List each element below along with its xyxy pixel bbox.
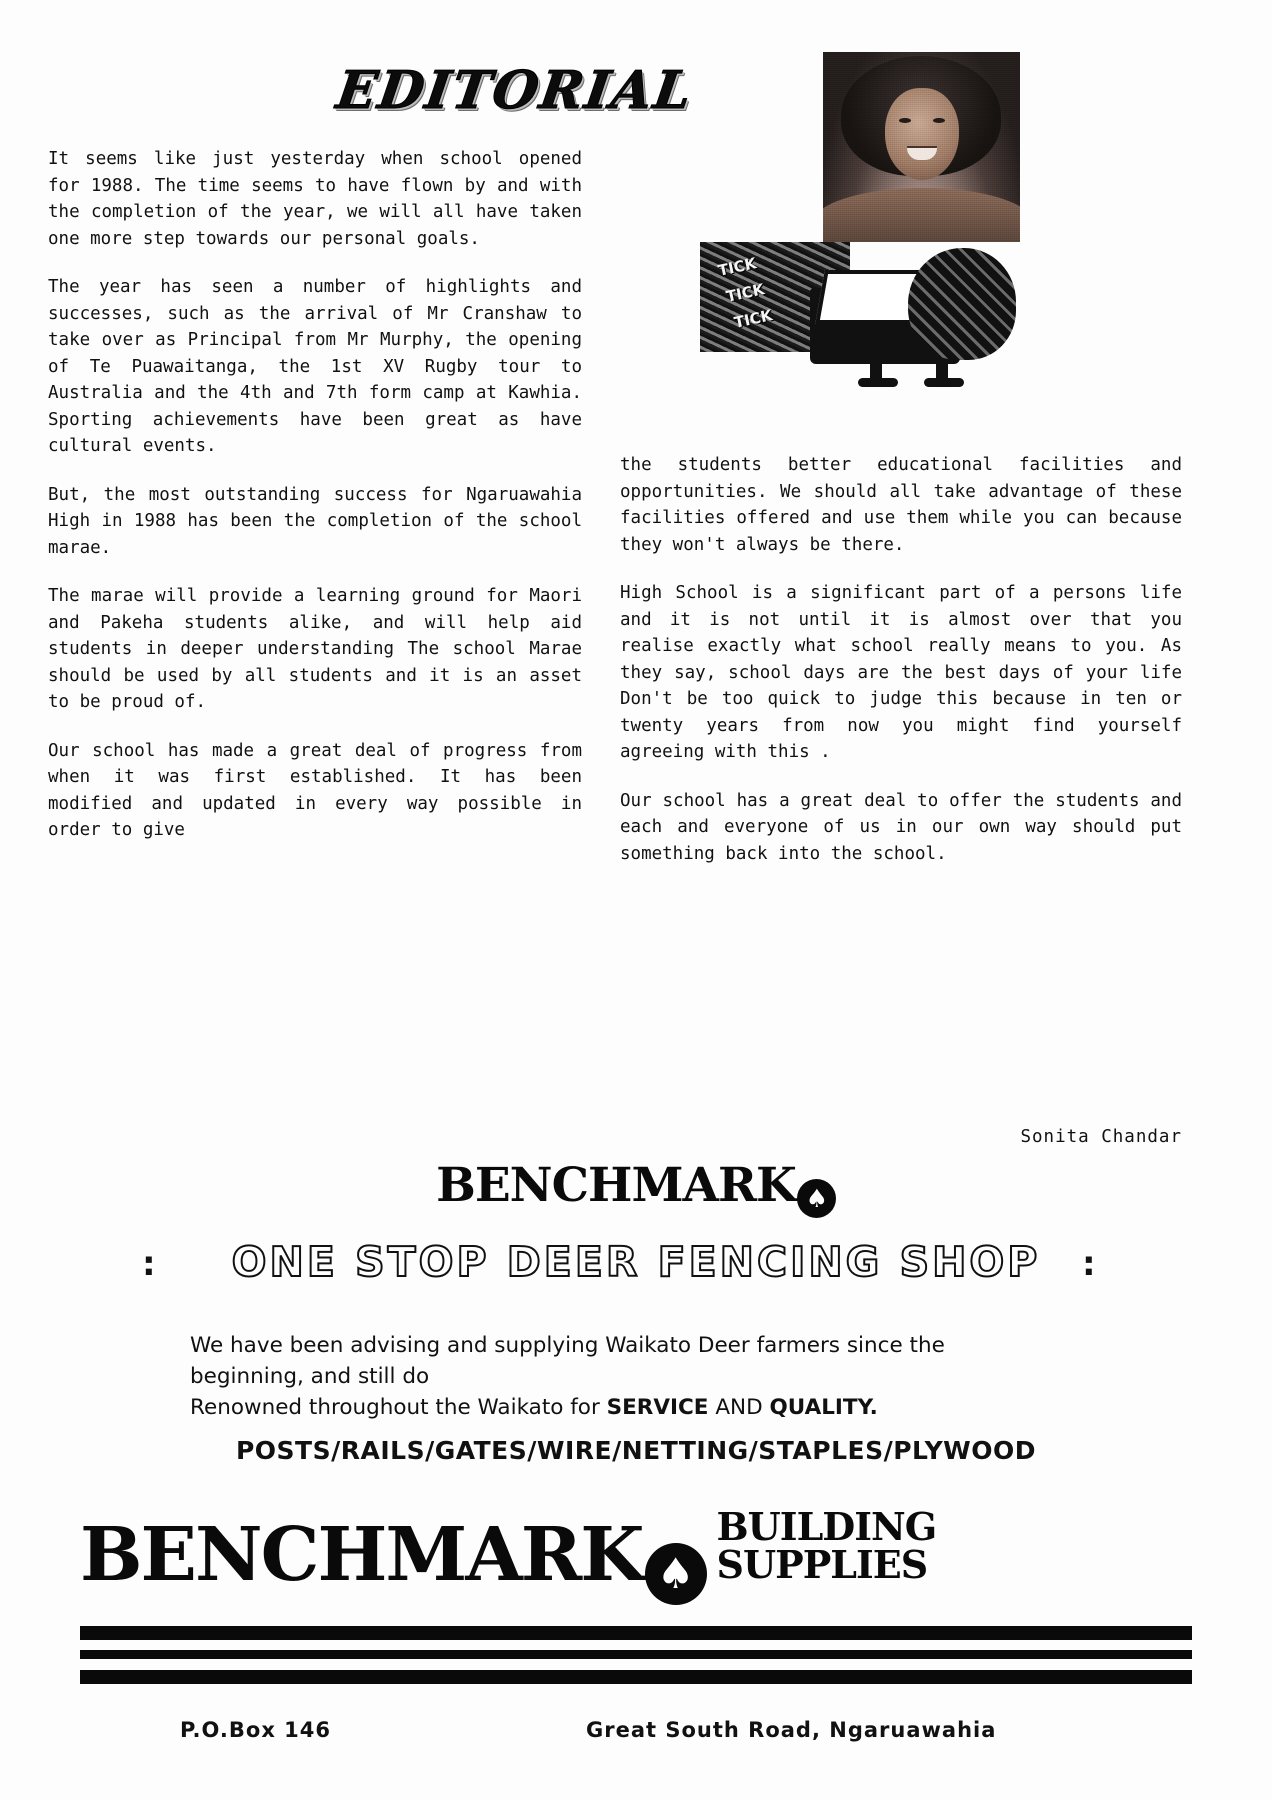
page-title: EDITORIAL (332, 60, 698, 121)
alarm-clock-cartoon (700, 242, 1022, 392)
editorial-paragraph: the students better educational facilities and opportunities. We should all take advantage of these facilities offered and use them while you can because they won't always be there. (620, 455, 1182, 555)
editor-portrait-photo (823, 52, 1020, 242)
advert-po-box: P.O.Box 146 (180, 1718, 332, 1742)
tick-text-3: TICK (732, 306, 774, 332)
advert-service-word: SERVICE (606, 1395, 709, 1420)
editorial-paragraph: The marae will provide a learning ground for Maori and Pakeha students alike, and will help aid students in deeper understanding The school Marae should be used by all students and it is an asset to be proud of. (48, 586, 582, 712)
editorial-paragraph: High School is a significant part of a persons life and it is not until it is almost over that you realise exactly what school really means to you. As they say, school days are the best days of your life Don't be too quick to judge this because in ten or twenty years from now you might find yourself agreeing with this . (620, 583, 1182, 762)
editorial-paragraph: But, the most outstanding success for Ngaruawahia High in 1988 has been the completion of the school marae. (48, 484, 582, 558)
divider-rule-1 (80, 1626, 1192, 1640)
editorial-paragraph: Our school has a great deal to offer the students and each and everyone of us in our own way should put something back into the school. (620, 790, 1182, 864)
tick-text-1: TICK (716, 254, 758, 280)
editorial-signature: Sonita Chandar (1020, 1127, 1182, 1147)
divider-rule-2 (80, 1650, 1192, 1659)
advert-body-line-3-conjunction: AND (708, 1395, 770, 1420)
editorial-paragraph: It seems like just yesterday when school opened for 1988. The time seems to have flown by and with the completion of the year, we will all have taken one more step towards our personal goals. (48, 149, 582, 249)
editorial-left-column (48, 146, 582, 866)
advert-brand-logo (0, 1158, 1272, 1218)
advert-bottom-logo (80, 1504, 1200, 1618)
advert-street-address: Great South Road, Ngaruawahia (586, 1718, 997, 1742)
advert-bottom-subtitle-line-2: SUPPLIES (716, 1542, 928, 1587)
spade-icon: ♠ (797, 1179, 836, 1218)
advert-body-copy (190, 1330, 1090, 1423)
editorial-right-column (620, 452, 1182, 889)
editorial-paragraph: Our school has made a great deal of progress from when it was first established. It has been modified and updated in every way possible in order to give (48, 740, 582, 840)
advert-body-line-3-prefix: Renowned throughout the Waikato for (190, 1395, 607, 1420)
advert-body-line-1: We have been advising and supplying Waikato Deer farmers since the (190, 1333, 945, 1358)
tick-text-2: TICK (724, 280, 766, 306)
advert-bottom-brand: BENCHMARK (80, 1512, 643, 1598)
advert-bottom-subtitle-line-1: BUILDING (716, 1504, 937, 1549)
photo-grain-overlay (823, 52, 1020, 242)
spade-icon-large: ♠ (645, 1543, 707, 1605)
advert-decor-right: : (1082, 1244, 1096, 1284)
divider-rule-3 (80, 1670, 1192, 1684)
advert-brand-text: BENCHMARK (436, 1158, 796, 1213)
cartoon-bed-foot-left (858, 378, 898, 387)
editorial-paragraph: The year has seen a number of highlights and successes, such as the arrival of Mr Cranshaw to take over as Principal from Mr Murphy, the opening of Te Puawaitanga, the 1st XV Rugby tour to Australia and the 4th and 7th form camp at Kawhia. Sporting achievements have been great as have cultural events. (48, 277, 582, 456)
advert-product-list: POSTS/RAILS/GATES/WIRE/NETTING/STAPLES/PLYWOOD (235, 1436, 1037, 1465)
advertisement (0, 1158, 1272, 1800)
advert-body-line-3 (190, 1392, 1090, 1423)
advert-headline: ONE STOP DEER FENCING SHOP (231, 1238, 1041, 1286)
cartoon-sleeping-figure (908, 248, 1016, 360)
advert-bottom-subtitle (716, 1504, 937, 1587)
advert-decor-left: : (142, 1244, 156, 1284)
advert-body-line-2: beginning, and still do (190, 1364, 430, 1389)
cartoon-bed-foot-right (924, 378, 964, 387)
advert-quality-word: QUALITY. (769, 1395, 878, 1420)
